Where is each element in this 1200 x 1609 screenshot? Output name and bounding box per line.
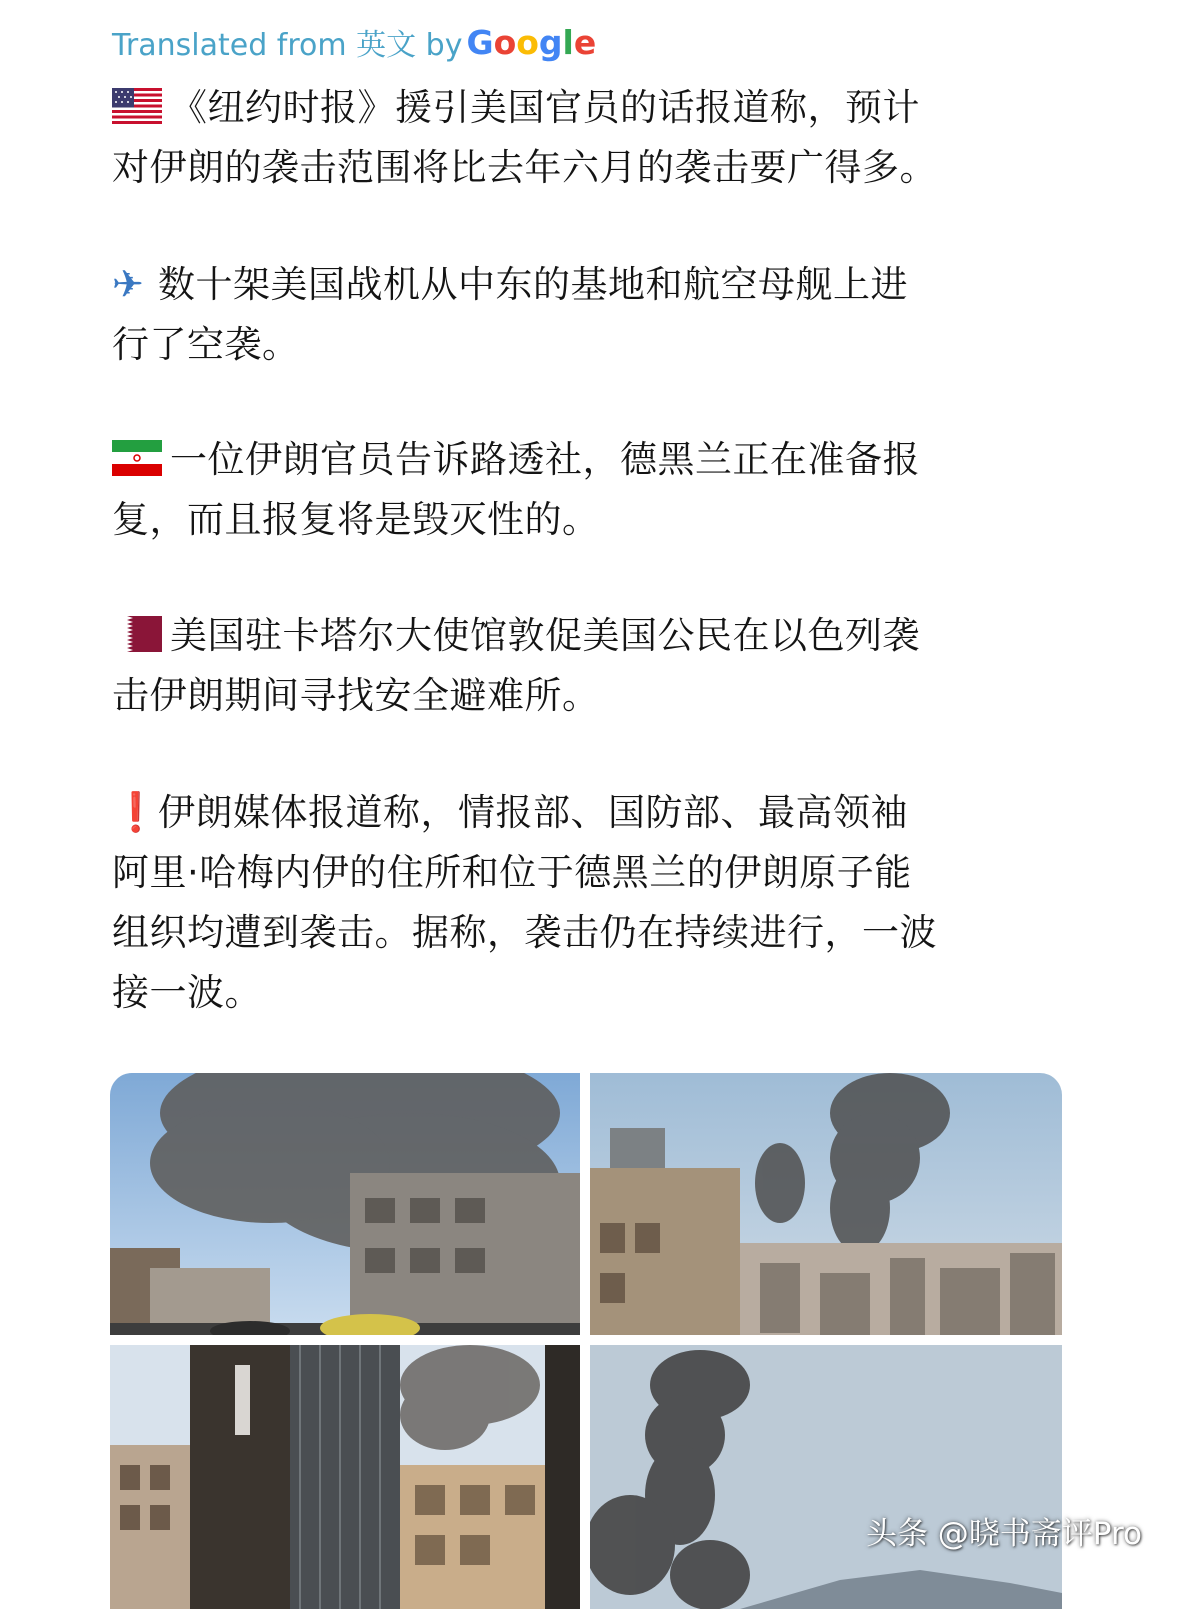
paragraph-line: 复，而且报复将是毁灭性的。 xyxy=(112,498,600,541)
qatar-flag-icon xyxy=(112,616,162,652)
paragraph-line: 行了空袭。 xyxy=(112,323,300,366)
photo-mushroom-smoke[interactable] xyxy=(590,1345,1062,1609)
paragraph-line: 接一波。 xyxy=(112,971,262,1014)
exclamation-icon: ❗ xyxy=(112,790,160,834)
paragraph-line: 组织均遭到袭击。据称，袭击仍在持续进行，一波 xyxy=(112,911,937,954)
paragraph-line: 美国驻卡塔尔大使馆敦促美国公民在以色列袭 xyxy=(112,606,1072,666)
source-watermark: 头条 @晓书斋评Pro xyxy=(865,1516,1142,1552)
photo-window-smoke[interactable] xyxy=(110,1345,580,1609)
paragraph-line: ❗伊朗媒体报道称，情报部、国防部、最高领袖 xyxy=(112,782,1072,843)
paragraph-line: ✈ 数十架美国战机从中东的基地和航空母舰上进 xyxy=(112,254,1072,315)
paragraph-line: 对伊朗的袭击范围将比去年六月的袭击要广得多。 xyxy=(112,146,937,189)
paragraph-iran-media xyxy=(112,782,1072,1023)
us-flag-icon xyxy=(112,88,162,124)
paragraph-warplanes xyxy=(112,254,1072,375)
airplane-icon: ✈ xyxy=(112,262,145,306)
photo-rooftop-smoke[interactable] xyxy=(590,1073,1062,1335)
paragraph-qatar-embassy xyxy=(112,606,1072,726)
paragraph-line: 击伊朗期间寻找安全避难所。 xyxy=(112,674,600,717)
google-logo: Google xyxy=(466,22,597,62)
paragraph-iran-retaliation xyxy=(112,430,1072,550)
translation-header-prefix: Translated from 英文 by xyxy=(112,28,463,63)
paragraph-line: 一位伊朗官员告诉路透社，德黑兰正在准备报 xyxy=(112,430,1072,490)
translation-header[interactable] xyxy=(112,20,596,64)
paragraph-nyt xyxy=(112,78,1072,198)
paragraph-line: 阿里·哈梅内伊的住所和位于德黑兰的伊朗原子能 xyxy=(112,851,912,894)
iran-flag-icon xyxy=(112,440,162,476)
photo-street-smoke[interactable] xyxy=(110,1073,580,1335)
paragraph-line: 《纽约时报》援引美国官员的话报道称，预计 xyxy=(112,78,1072,138)
